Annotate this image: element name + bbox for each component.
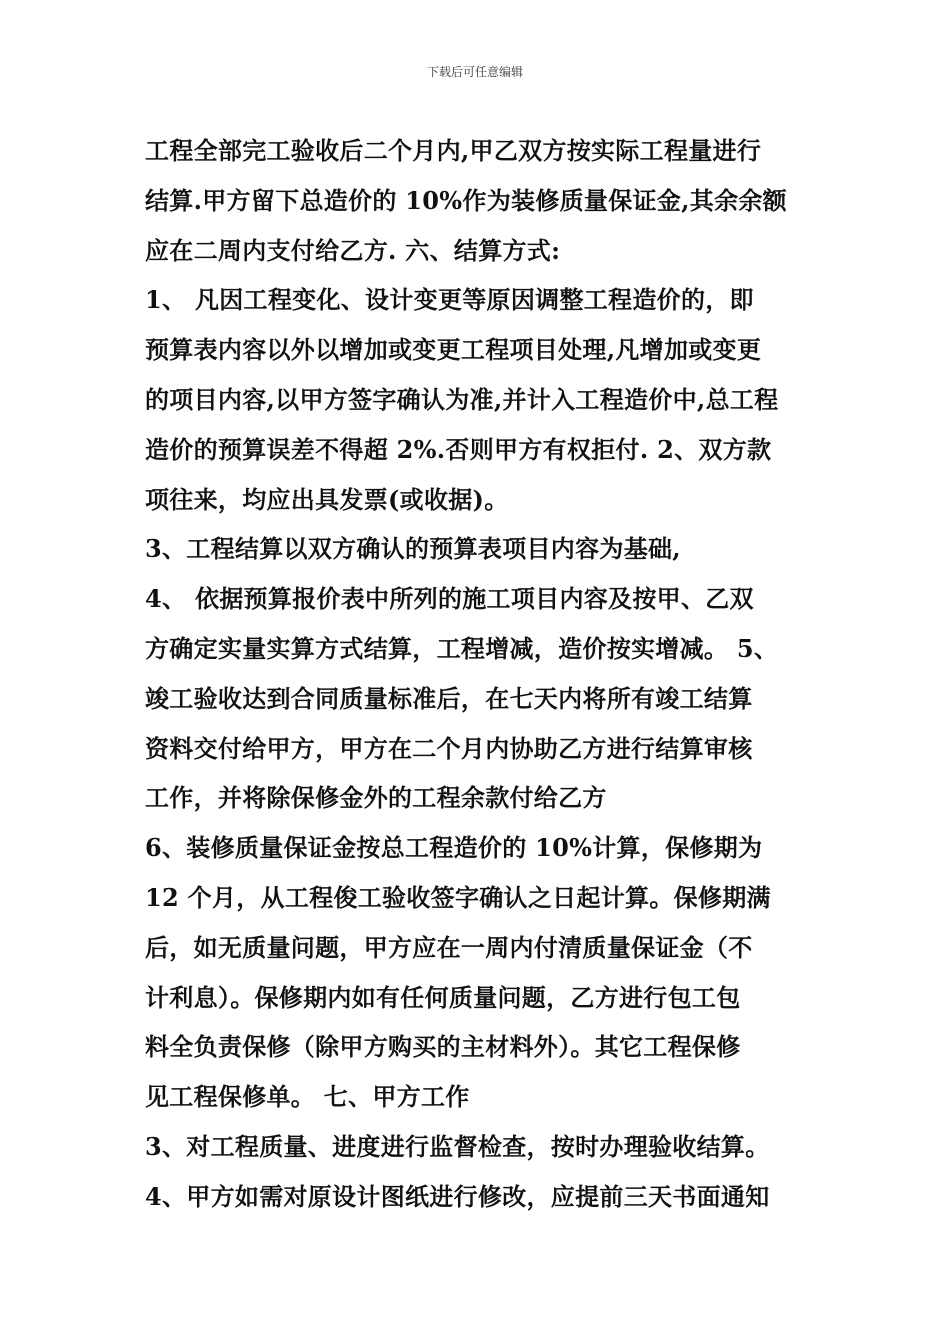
text-line: 1、 凡因工程变化、设计变更等原因调整工程造价的，即 [145, 285, 754, 315]
text-line: 结算.甲方留下总造价的 10%作为装修质量保证金,其余余额 [145, 185, 787, 215]
text-line: 竣工验收达到合同质量标准后，在七天内将所有竣工结算 [145, 683, 753, 713]
text-line: 4、 依据预算报价表中所列的施工项目内容及按甲、乙双 [145, 584, 754, 614]
document-body [145, 126, 810, 1222]
text-line: 后，如无质量问题，甲方应在一周内付清质量保证金（不 [145, 932, 753, 962]
text-line: 的项目内容,以甲方签字确认为准,并计入工程造价中,总工程 [145, 384, 779, 414]
text-line: 资料交付给甲方，甲方在二个月内协助乙方进行结算审核 [145, 733, 753, 763]
text-line: 6、装修质量保证金按总工程造价的 10%计算，保修期为 [145, 833, 763, 863]
text-line: 4、甲方如需对原设计图纸进行修改，应提前三天书面通知 [145, 1181, 770, 1211]
text-line: 见工程保修单。 七、甲方工作 [145, 1082, 470, 1112]
text-line: 12 个月，从工程俊工验收签字确认之日起计算。保修期满 [145, 882, 771, 912]
text-line: 项往来，均应出具发票(或收据)。 [145, 484, 509, 514]
text-line: 3、工程结算以双方确认的预算表项目内容为基础, [145, 534, 681, 564]
text-line: 方确定实量实算方式结算，工程增减，造价按实增减。 5、 [145, 633, 779, 663]
text-line: 工程全部完工验收后二个月内,甲乙双方按实际工程量进行 [145, 136, 762, 165]
text-line: 料全负责保修（除甲方购买的主材料外）。其它工程保修 [145, 1032, 741, 1062]
text-line: 应在二周内支付给乙方. 六、结算方式: [145, 235, 561, 265]
text-line: 3、对工程质量、进度进行监督检查，按时办理验收结算。 [145, 1131, 770, 1161]
text-line: 工作，并将除保修金外的工程余款付给乙方 [145, 783, 607, 813]
text-line: 造价的预算误差不得超 2%.否则甲方有权拒付. 2、双方款 [145, 434, 772, 464]
page-header: 下载后可任意编辑 [426, 65, 523, 79]
text-line: 计利息）。保修期内如有任何质量问题，乙方进行包工包 [145, 982, 741, 1012]
text-line: 预算表内容以外以增加或变更工程项目处理,凡增加或变更 [145, 335, 762, 365]
